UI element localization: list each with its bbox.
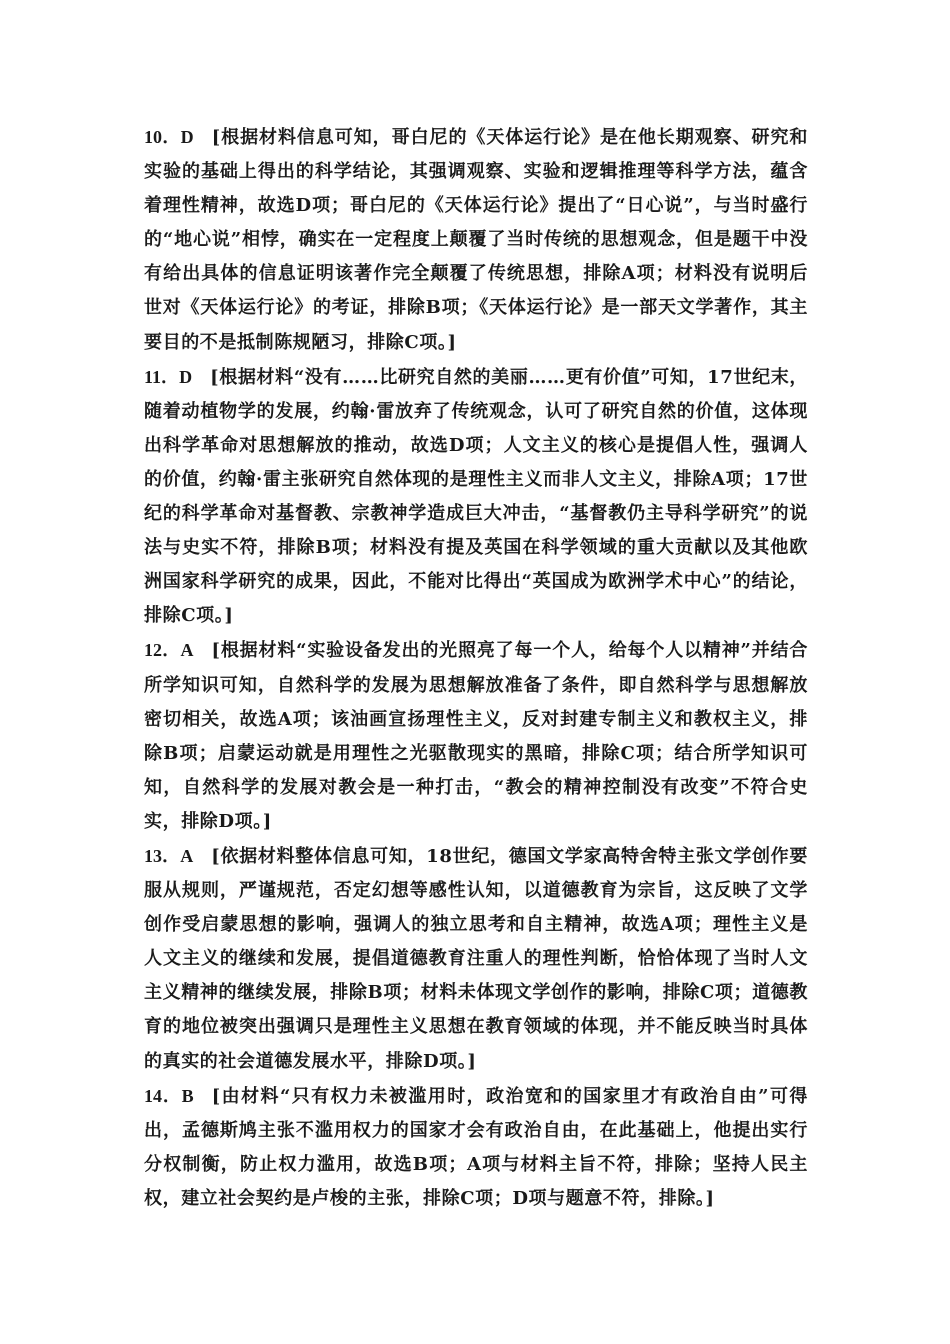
answer-explanation: [根据材料信息可知，哥白尼的《天体运行论》是在他长期观察、研究和实验的基础上得出的科学结论，其强调观察、实验和逻辑推理等科学方法，蕴含着理性精神，故选D项；哥白尼的《天体运行论》提出了“日心说”，与当时盛行的“地心说”相悖，确实在一定程度上颠覆了当时传统的思想观念，但是题干中没有给出具体的信息证明该著作完全颠覆了传统思想，排除A项；材料没有说明后世对《天体运行论》的考证，排除B项；《天体运行论》是一部天文学著作，其主要目的不是抵制陈规陋习，排除C项。]	[144, 127, 808, 353]
answer-explanations	[144, 120, 808, 1216]
answer-number: 10．D	[144, 127, 194, 147]
answer-item-14	[144, 1079, 808, 1216]
answer-number: 13．A	[144, 845, 194, 866]
answer-item-11	[144, 360, 808, 634]
answer-item-13	[144, 839, 808, 1079]
answer-explanation: [根据材料“没有……比研究自然的美丽……更有价值”可知，17世纪末，随着动植物学的发展，约翰·雷放弃了传统观念，认可了研究自然的价值，这体现出科学革命对思想解放的推动，故选D项；人文主义的核心是提倡人性，强调人的价值，约翰·雷主张研究自然体现的是理性主义而非人文主义，排除A项；17世纪的科学革命对基督教、宗教神学造成巨大冲击，“基督教仍主导科学研究”的说法与史实不符，排除B项；材料没有提及英国在科学领域的重大贡献以及其他欧洲国家科学研究的成果，因此，不能对比得出“英国成为欧洲学术中心”的结论，排除C项。]	[144, 366, 808, 627]
answer-explanation: [根据材料“实验设备发出的光照亮了每一个人，给每个人以精神”并结合所学知识可知，自然科学的发展为思想解放准备了条件，即自然科学与思想解放密切相关，故选A项；该油画宣扬理性主义，反对封建专制主义和教权主义，排除B项；启蒙运动就是用理性之光驱散现实的黑暗，排除C项；结合所学知识可知，自然科学的发展对教会是一种打击，“教会的精神控制没有改变”不符合史实，排除D项。]	[144, 640, 809, 832]
answer-item-12	[144, 633, 808, 839]
answer-number: 11．D	[144, 366, 193, 387]
answer-explanation: [由材料“只有权力未被滥用时，政治宽和的国家里才有政治自由”可得出，孟德斯鸠主张不滥用权力的国家才会有政治自由，在此基础上，他提出实行分权制衡，防止权力滥用，故选B项；A项与材料主旨不符，排除；坚持人民主权，建立社会契约是卢梭的主张，排除C项；D项与题意不符，排除。]	[144, 1085, 808, 1209]
answer-explanation: [依据材料整体信息可知，18世纪，德国文学家高特舍特主张文学创作要服从规则，严谨规范，否定幻想等感性认知，以道德教育为宗旨，这反映了文学创作受启蒙思想的影响，强调人的独立思考和自主精神，故选A项；理性主义是人文主义的继续和发展，提倡道德教育注重人的理性判断，恰恰体现了当时人文主义精神的继续发展，排除B项；材料未体现文学创作的影响，排除C项；道德教育的地位被突出强调只是理性主义思想在教育领域的体现，并不能反映当时具体的真实的社会道德发展水平，排除D项。]	[144, 845, 808, 1072]
answer-item-10	[144, 120, 808, 360]
answer-number: 12．A	[144, 640, 194, 661]
answer-number: 14．B	[144, 1085, 194, 1106]
